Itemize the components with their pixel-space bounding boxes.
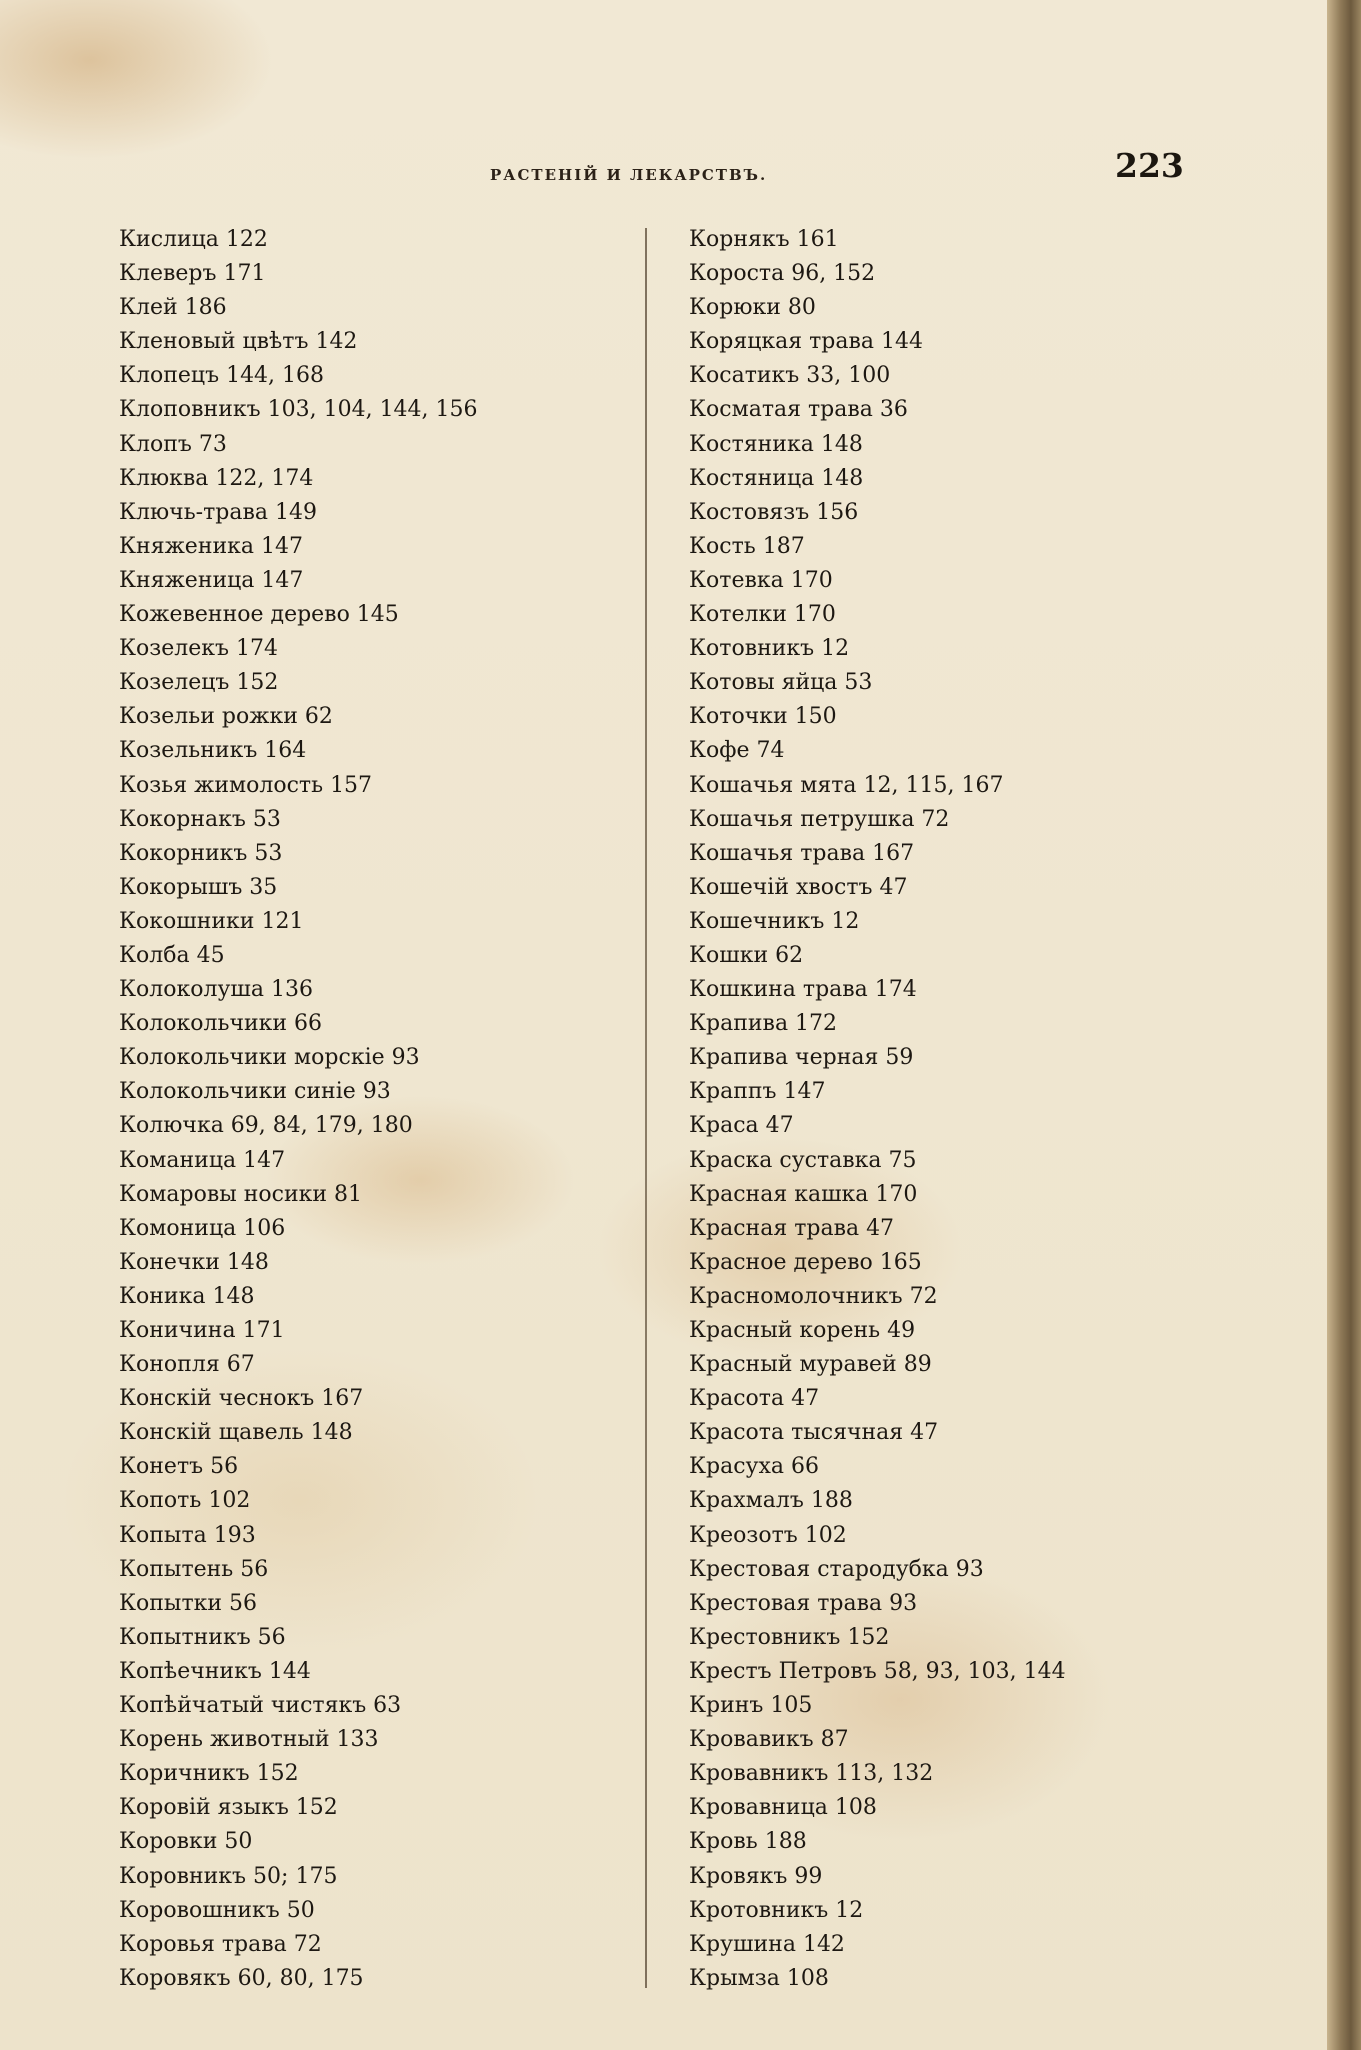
index-entry: Корнякъ 161 — [689, 227, 839, 252]
index-entry: Копытки 56 — [119, 1590, 258, 1616]
index-entry: Конскій чеснокъ 167 — [119, 1386, 364, 1412]
index-entry: Кровавница 108 — [689, 1795, 877, 1821]
index-entry: Колокольчики морскіе 93 — [119, 1045, 420, 1071]
index-entry: Колба 45 — [119, 942, 225, 968]
index-entry: Клеверъ 171 — [119, 261, 266, 287]
index-entry: Красота тысячная 47 — [689, 1420, 939, 1446]
index-entry: Кринъ 105 — [689, 1693, 813, 1719]
index-entry: Копоть 102 — [119, 1488, 251, 1514]
index-entry: Козельи рожки 62 — [119, 704, 333, 730]
index-entry: Кошечникъ 12 — [689, 908, 860, 934]
index-entry: Красное дерево 165 — [689, 1249, 922, 1275]
index-entry: Коника 148 — [119, 1283, 255, 1309]
index-entry: Козья жимолость 157 — [119, 772, 373, 798]
index-entry: Коровошникъ 50 — [119, 1897, 315, 1923]
column-divider — [645, 228, 647, 1988]
index-entry: Костовязъ 156 — [689, 499, 859, 525]
index-entry: Крапива черная 59 — [689, 1045, 914, 1071]
index-entry: Котовникъ 12 — [689, 636, 850, 662]
index-entry: Кровь 188 — [689, 1829, 807, 1855]
index-entry: Комоница 106 — [119, 1215, 286, 1241]
index-entry: Крушина 142 — [689, 1931, 845, 1957]
index-entry: Коричникъ 152 — [119, 1761, 299, 1787]
index-entry: Кошечій хвостъ 47 — [689, 874, 908, 900]
index-entry: Котелки 170 — [689, 602, 836, 628]
index-entry: Костяника 148 — [689, 431, 863, 457]
index-entry: Коровякъ 60, 80, 175 — [119, 1965, 364, 1991]
index-entry: Краска суставка 75 — [689, 1147, 917, 1173]
index-entry: Короста 96, 152 — [689, 261, 876, 287]
index-entry: Клоповникъ 103, 104, 144, 156 — [119, 397, 478, 423]
index-entry: Копытень 56 — [119, 1556, 269, 1582]
index-entry: Команица 147 — [119, 1147, 286, 1173]
index-entry: Копѣйчатый чистякъ 63 — [119, 1693, 402, 1719]
running-head: РАСТЕНІЙ И ЛЕКАРСТВЪ. — [490, 166, 768, 184]
index-entry: Красный корень 49 — [689, 1318, 916, 1343]
index-entry: Кротовникъ 12 — [689, 1897, 864, 1923]
index-entry: Клопъ 73 — [119, 431, 227, 457]
index-entry: Краппъ 147 — [689, 1079, 826, 1105]
index-entry: Крестовникъ 152 — [689, 1624, 890, 1650]
index-entry: Корюки 80 — [689, 295, 816, 321]
index-entry: Клюква 122, 174 — [119, 465, 314, 491]
index-column-right — [689, 223, 1066, 1996]
index-entry: Коровки 50 — [119, 1829, 253, 1855]
index-entry: Кровавникъ 113, 132 — [689, 1761, 934, 1787]
index-entry: Красота 47 — [689, 1386, 820, 1412]
index-entry: Котевка 170 — [689, 567, 833, 593]
index-entry: Кошки 62 — [689, 942, 804, 968]
index-entry: Конопля 67 — [119, 1352, 255, 1378]
index-entry: Кошкина трава 174 — [689, 977, 917, 1003]
index-entry: Княженица 147 — [119, 567, 304, 593]
index-entry: Красная трава 47 — [689, 1215, 895, 1241]
index-entry: Коровья трава 72 — [119, 1931, 322, 1957]
index-entry: Кровавикъ 87 — [689, 1727, 849, 1753]
index-entry: Кленовый цвѣтъ 142 — [119, 329, 358, 355]
index-entry: Коровій языкъ 152 — [119, 1795, 338, 1821]
index-entry: Кошачья петрушка 72 — [689, 806, 950, 832]
index-entry: Коничина 171 — [119, 1318, 285, 1343]
index-entry: Копытникъ 56 — [119, 1624, 286, 1650]
index-column-left — [119, 223, 478, 1996]
index-entry: Косатикъ 33, 100 — [689, 363, 891, 389]
index-entry: Кровякъ 99 — [689, 1863, 823, 1889]
index-entry: Княженика 147 — [119, 533, 304, 559]
index-entry: Кокорникъ 53 — [119, 840, 283, 866]
index-entry: Коровникъ 50; 175 — [119, 1863, 338, 1889]
index-entry: Кошачья трава 167 — [689, 840, 915, 866]
index-entry: Кокошники 121 — [119, 908, 304, 934]
index-entry: Крапива 172 — [689, 1011, 838, 1037]
index-entry: Креозотъ 102 — [689, 1522, 847, 1548]
index-entry: Кожевенное дерево 145 — [119, 602, 399, 628]
index-entry: Ключь-трава 149 — [119, 499, 317, 525]
index-entry: Кислица 122 — [119, 227, 268, 252]
index-entry: Краса 47 — [689, 1113, 794, 1139]
index-entry: Костяница 148 — [689, 465, 864, 491]
index-entry: Кость 187 — [689, 533, 805, 559]
index-entry: Козелекъ 174 — [119, 636, 279, 662]
index-entry: Кокорышъ 35 — [119, 874, 278, 900]
index-entry: Кокорнакъ 53 — [119, 806, 281, 832]
index-entry: Коточки 150 — [689, 704, 837, 730]
index-entry: Красномолочникъ 72 — [689, 1283, 938, 1309]
index-entry: Колючка 69, 84, 179, 180 — [119, 1113, 413, 1139]
index-entry: Клей 186 — [119, 295, 227, 321]
book-spine-edge — [1327, 0, 1361, 2050]
index-entry: Красная кашка 170 — [689, 1181, 918, 1207]
index-entry: Козелецъ 152 — [119, 670, 279, 696]
index-entry: Крестовая трава 93 — [689, 1590, 918, 1616]
index-entry: Коряцкая трава 144 — [689, 329, 923, 355]
index-entry: Клопецъ 144, 168 — [119, 363, 325, 389]
index-entry: Котовы яйца 53 — [689, 670, 873, 696]
index-entry: Косматая трава 36 — [689, 397, 908, 423]
index-entry: Козельникъ 164 — [119, 738, 307, 764]
index-entry: Крымза 108 — [689, 1965, 829, 1991]
index-entry: Корень животный 133 — [119, 1727, 379, 1753]
index-entry: Копѣечникъ 144 — [119, 1658, 311, 1684]
index-entry: Колоколуша 136 — [119, 977, 313, 1003]
index-entry: Кошачья мята 12, 115, 167 — [689, 772, 1004, 798]
index-entry: Крестъ Петровъ 58, 93, 103, 144 — [689, 1658, 1066, 1684]
index-entry: Конскій щавель 148 — [119, 1420, 353, 1446]
index-entry: Крахмалъ 188 — [689, 1488, 853, 1514]
index-entry: Крестовая стародубка 93 — [689, 1556, 984, 1582]
page-number: 223 — [1115, 146, 1184, 185]
index-entry: Колокольчики синіе 93 — [119, 1079, 391, 1105]
index-entry: Конетъ 56 — [119, 1454, 239, 1480]
index-entry: Колокольчики 66 — [119, 1011, 323, 1037]
index-entry: Комаровы носики 81 — [119, 1181, 363, 1207]
index-entry: Красный муравей 89 — [689, 1352, 932, 1378]
index-entry: Кофе 74 — [689, 738, 785, 764]
index-entry: Копыта 193 — [119, 1522, 256, 1548]
index-entry: Красуха 66 — [689, 1454, 820, 1480]
index-entry: Конечки 148 — [119, 1249, 269, 1275]
